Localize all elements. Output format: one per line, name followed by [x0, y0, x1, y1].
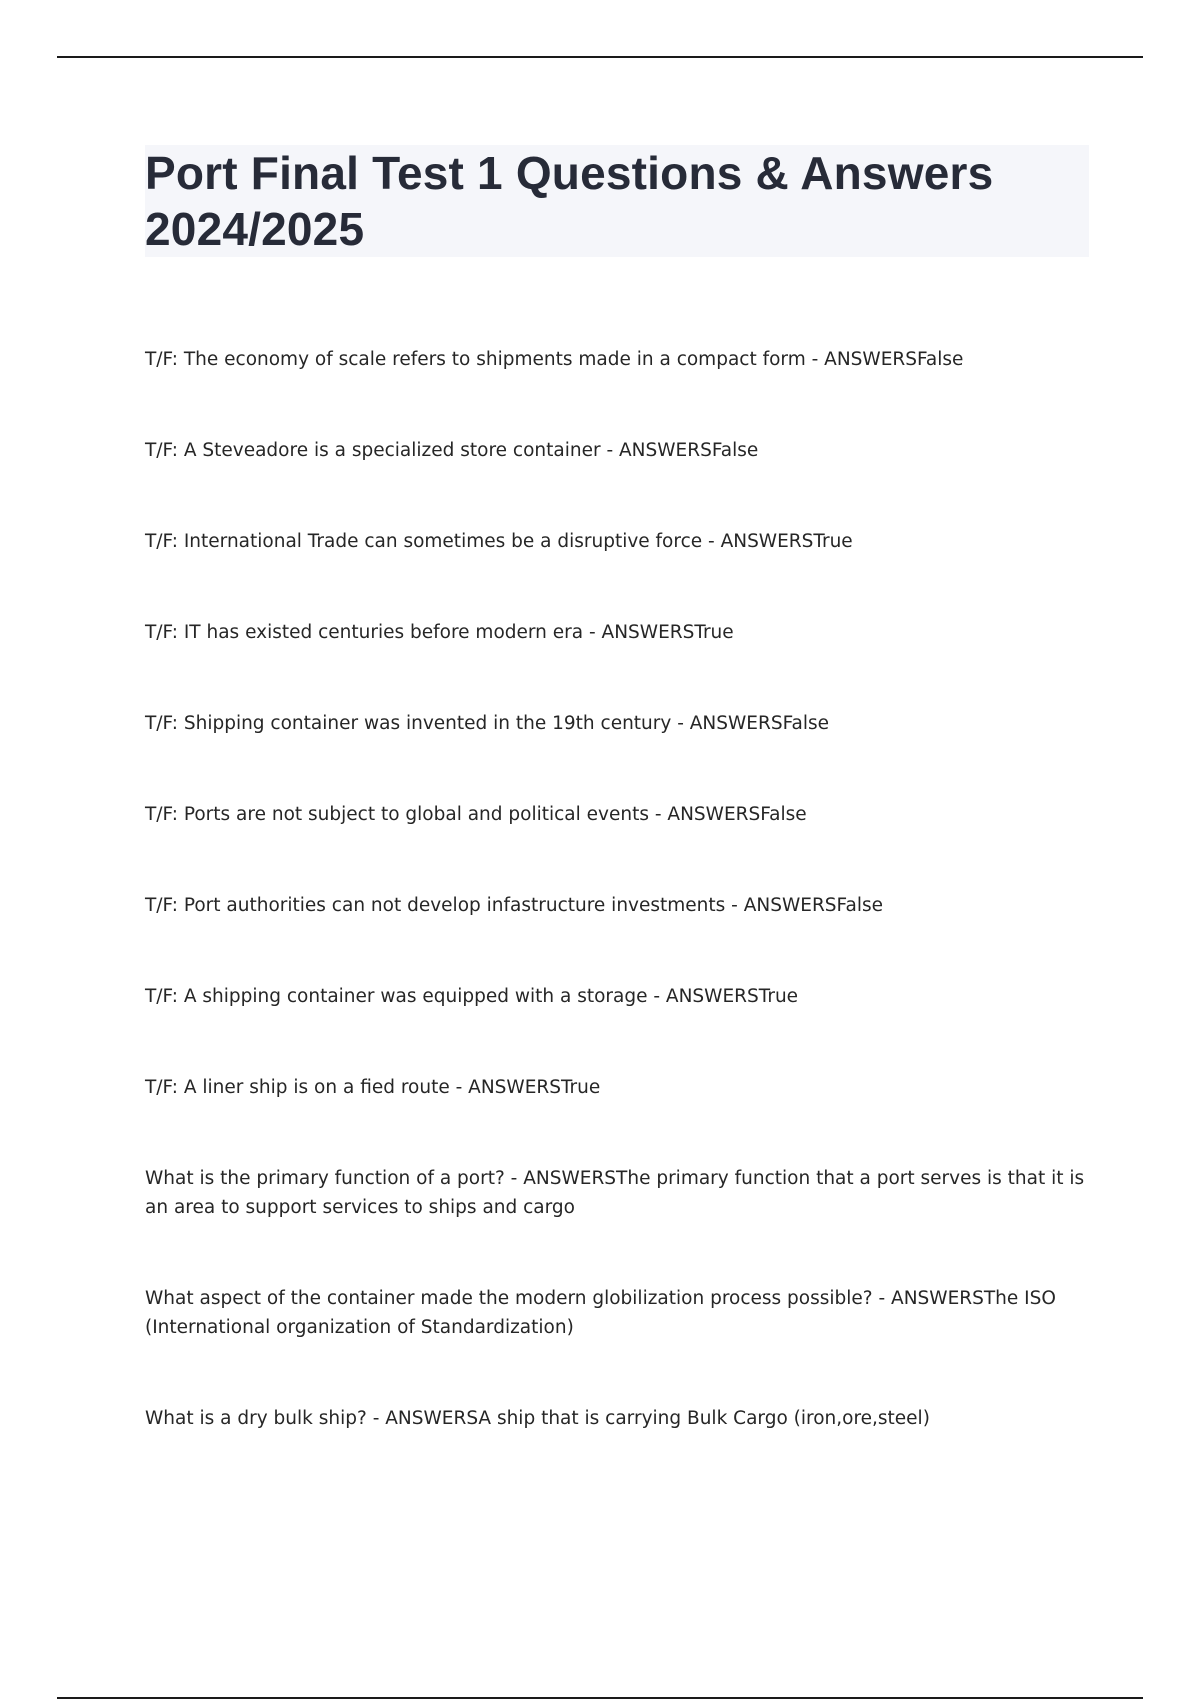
qa-item-2: T/F: A Steveadore is a specialized store container - ANSWERSFalse — [145, 440, 759, 461]
qa-item-3: T/F: International Trade can sometimes be a disruptive force - ANSWERSTrue — [145, 531, 853, 552]
title-banner — [145, 145, 1089, 257]
qa-item-5: T/F: Shipping container was invented in the 19th century - ANSWERSFalse — [145, 713, 830, 734]
top-rule — [57, 56, 1143, 58]
qa-item-7: T/F: Port authorities can not develop infastructure investments - ANSWERSFalse — [145, 895, 883, 916]
qa-item-10: What is the primary function of a port? - ANSWERSThe primary function that a port serves is that it is an area to support services to ships and cargo — [145, 1168, 1085, 1218]
qa-list — [145, 345, 1090, 1495]
document-title: Port Final Test 1 Questions & Answers 2024/2025 — [145, 147, 994, 255]
qa-item-12: What is a dry bulk ship? - ANSWERSA ship that is carrying Bulk Cargo (iron,ore,steel) — [145, 1408, 930, 1429]
qa-item-6: T/F: Ports are not subject to global and political events - ANSWERSFalse — [145, 804, 807, 825]
qa-item-4: T/F: IT has existed centuries before modern era - ANSWERSTrue — [145, 622, 734, 643]
qa-item-9: T/F: A liner ship is on a fied route - ANSWERSTrue — [145, 1077, 601, 1098]
qa-item-1: T/F: The economy of scale refers to shipments made in a compact form - ANSWERSFalse — [145, 349, 964, 370]
bottom-rule — [57, 1697, 1143, 1699]
qa-item-11: What aspect of the container made the modern globilization process possible? - ANSWERSThe ISO (International organization of Standardization) — [145, 1288, 1056, 1338]
qa-item-8: T/F: A shipping container was equipped with a storage - ANSWERSTrue — [145, 986, 799, 1007]
